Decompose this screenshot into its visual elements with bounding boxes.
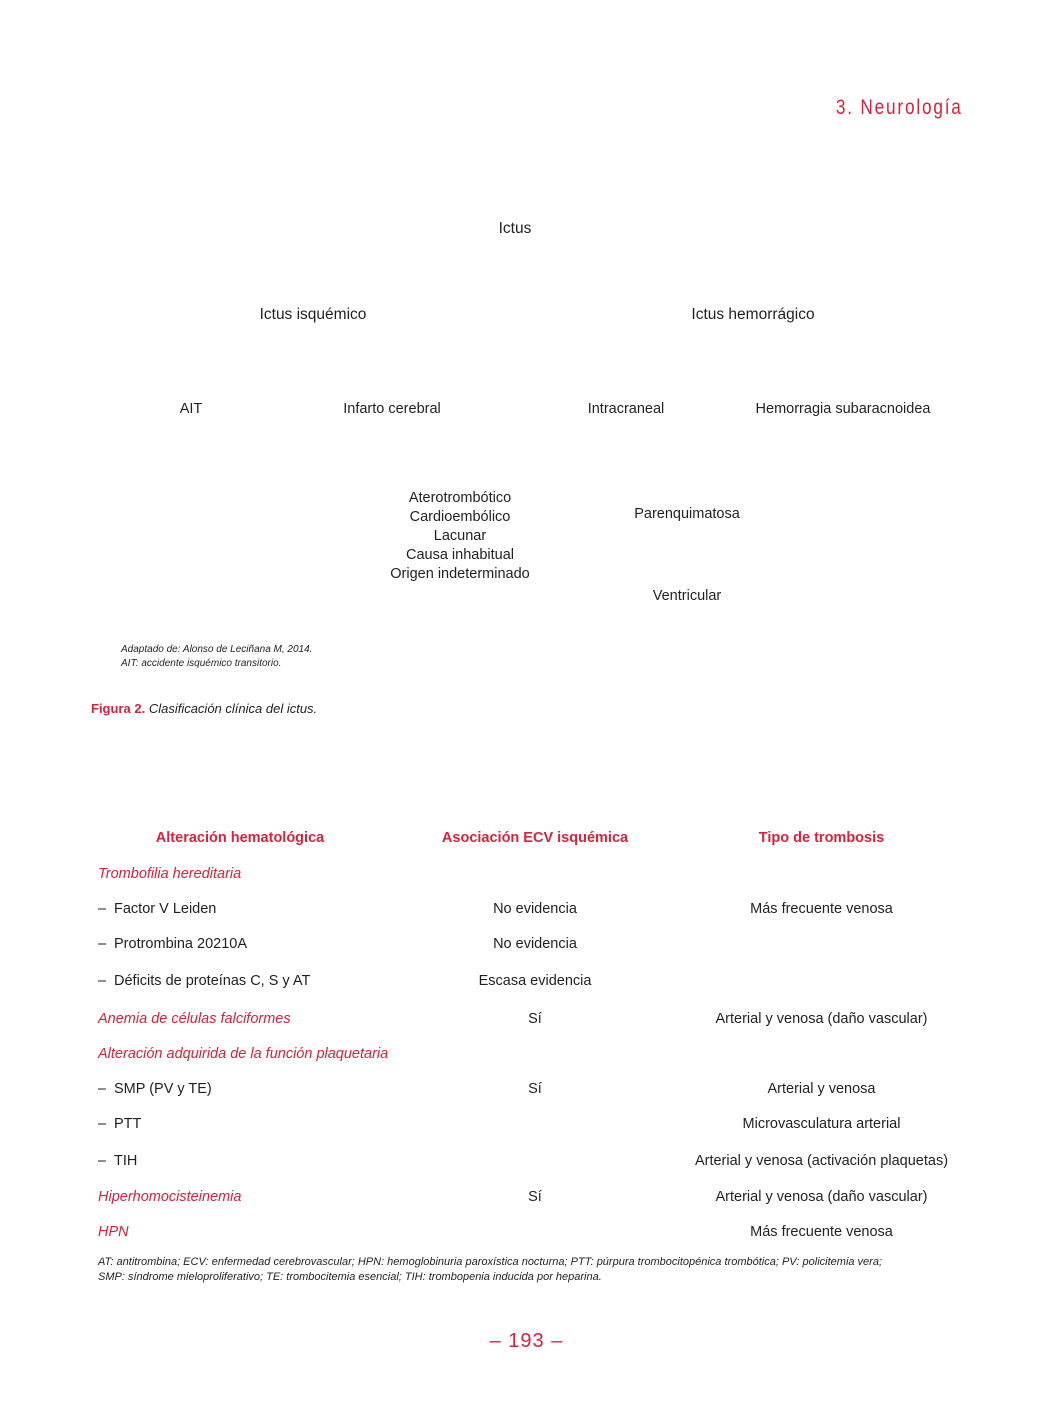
item-label: TIH	[114, 1152, 138, 1169]
category-cell: HPN	[98, 1224, 129, 1241]
section-header: 3. Neurología	[836, 96, 963, 119]
hematology-table	[90, 820, 963, 1250]
figure-source-note	[121, 643, 312, 671]
item-label: SMP (PV y TE)	[114, 1081, 212, 1098]
subtype-item: Aterotrombótico	[408, 490, 512, 506]
dash-mark: –	[98, 973, 107, 990]
thrombosis-cell	[680, 856, 963, 891]
category-cell: Trombofilia hereditaria	[98, 865, 242, 882]
table-row	[90, 1179, 963, 1214]
header-tipo-trombosis: Tipo de trombosis	[758, 830, 885, 846]
thrombosis-cell: Microvasculatura arterial	[742, 1116, 901, 1133]
table-row	[90, 1001, 963, 1036]
item-label: Factor V Leiden	[114, 900, 217, 917]
association-cell: Escasa evidencia	[478, 973, 592, 990]
association-cell	[390, 1036, 680, 1071]
table-row	[90, 1142, 963, 1179]
table-row	[90, 1071, 963, 1106]
figure-caption	[91, 701, 317, 716]
thrombosis-cell	[680, 962, 963, 1001]
category-cell: Anemia de células falciformes	[98, 1010, 291, 1027]
table-row	[90, 1036, 963, 1071]
table-row	[90, 891, 963, 926]
item-cell	[90, 891, 390, 926]
thrombosis-cell	[680, 927, 963, 962]
node-infarto-cerebral: Infarto cerebral	[343, 401, 441, 417]
association-cell: No evidencia	[493, 936, 577, 953]
subtype-item: Causa inhabitual	[405, 547, 515, 563]
node-hemorragia-subaracnoidea: Hemorragia subaracnoidea	[755, 401, 931, 417]
subtype-item: Lacunar	[433, 528, 487, 544]
dash-mark: –	[98, 1152, 107, 1169]
node-ictus-hemorragico: Ictus hemorrágico	[691, 306, 815, 323]
dash-mark: –	[98, 936, 107, 953]
subtype-item: Cardioembólico	[409, 509, 511, 525]
item-cell	[90, 962, 390, 1001]
table-row	[90, 856, 963, 891]
category-cell: Hiperhomocisteinemia	[98, 1188, 242, 1205]
thrombosis-cell	[680, 1036, 963, 1071]
page-number: – 193 –	[489, 1330, 564, 1352]
header-asociacion: Asociación ECV isquémica	[441, 830, 629, 846]
table-row	[90, 1214, 963, 1249]
caption-label: Figura 2.	[91, 701, 146, 716]
item-cell	[90, 927, 390, 962]
node-ventricular: Ventricular	[652, 588, 722, 604]
association-cell	[390, 1107, 680, 1142]
caption-text: Clasificación clínica del ictus.	[148, 701, 318, 716]
item-cell	[90, 1071, 390, 1106]
abbrev-line: AIT: accidente isquémico transitorio.	[121, 658, 282, 669]
thrombosis-cell: Arterial y venosa (daño vascular)	[715, 1188, 928, 1205]
footnote-line: AT: antitrombina; ECV: enfermedad cerebrovascular; HPN: hemoglobinuria paroxística nocturna; PTT: púrpura trombocitopénica trombótica; PV: policitemia vera;	[98, 1256, 883, 1268]
item-label: Protrombina 20210A	[114, 936, 247, 953]
node-parenquimatosa: Parenquimatosa	[634, 506, 740, 522]
node-infarto-subtypes	[360, 489, 560, 584]
thrombosis-cell: Arterial y venosa (daño vascular)	[715, 1010, 928, 1027]
table-row	[90, 962, 963, 1001]
node-ait: AIT	[179, 401, 203, 417]
node-ictus-isquemico: Ictus isquémico	[259, 306, 367, 323]
table-header-row	[90, 820, 963, 856]
node-intracraneal: Intracraneal	[587, 401, 665, 417]
node-ictus: Ictus	[498, 220, 532, 237]
association-cell	[390, 1214, 680, 1249]
footnote-line: SMP: síndrome mieloproliferativo; TE: trombocitemia esencial; TIH: trombopenia inducida por heparina.	[98, 1271, 602, 1283]
thrombosis-cell: Arterial y venosa	[767, 1081, 876, 1098]
table-footnote	[98, 1255, 958, 1285]
association-cell: Sí	[528, 1188, 542, 1205]
category-cell: Alteración adquirida de la función plaquetaria	[98, 1045, 389, 1062]
thrombosis-cell: Más frecuente venosa	[750, 900, 893, 917]
subtype-item: Origen indeterminado	[390, 566, 530, 582]
item-cell	[90, 1107, 390, 1142]
association-cell	[390, 856, 680, 891]
source-line: Adaptado de: Alonso de Leciñana M, 2014.	[121, 644, 313, 655]
thrombosis-cell: Arterial y venosa (activación plaquetas)	[694, 1152, 949, 1169]
item-label: PTT	[114, 1116, 142, 1133]
association-cell	[390, 1142, 680, 1179]
item-cell	[90, 1142, 390, 1179]
item-label: Déficits de proteínas C, S y AT	[114, 973, 311, 990]
thrombosis-cell: Más frecuente venosa	[750, 1224, 893, 1241]
association-cell: Sí	[528, 1010, 542, 1027]
dash-mark: –	[98, 1081, 107, 1098]
dash-mark: –	[98, 1116, 107, 1133]
header-alteracion: Alteración hematológica	[155, 830, 325, 846]
association-cell: No evidencia	[493, 900, 577, 917]
table-row	[90, 1107, 963, 1142]
table-row	[90, 927, 963, 962]
association-cell: Sí	[528, 1081, 542, 1098]
dash-mark: –	[98, 900, 107, 917]
